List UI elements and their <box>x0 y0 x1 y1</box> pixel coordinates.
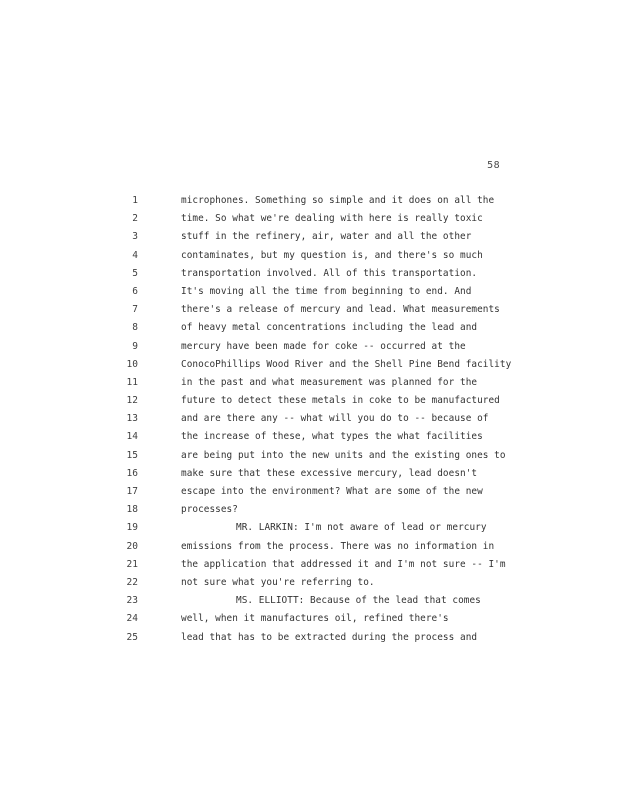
line-text: future to detect these metals in coke to be manufactured <box>181 395 500 407</box>
line-number: 11 <box>126 376 138 388</box>
transcript-line <box>0 303 619 321</box>
line-text: ConocoPhillips Wood River and the Shell Pine Bend facility <box>181 358 512 370</box>
line-number: 8 <box>132 322 138 334</box>
line-number: 23 <box>126 595 138 607</box>
line-number: 7 <box>132 304 138 316</box>
transcript-line <box>0 230 619 248</box>
line-text: MS. ELLIOTT: Because of the lead that comes <box>236 595 481 607</box>
transcript-line <box>0 430 619 448</box>
transcript-line <box>0 212 619 230</box>
transcript-line <box>0 576 619 594</box>
transcript-line <box>0 412 619 430</box>
line-text: mercury have been made for coke -- occurred at the <box>181 340 466 352</box>
line-number: 1 <box>132 195 138 206</box>
line-number: 9 <box>132 340 138 352</box>
line-text: processes? <box>181 504 238 516</box>
line-text: contaminates, but my question is, and there's so much <box>181 249 483 261</box>
line-text: time. So what we're dealing with here is really toxic <box>181 213 483 225</box>
line-number: 4 <box>132 249 138 261</box>
transcript-line <box>0 558 619 576</box>
line-number: 3 <box>132 231 138 243</box>
line-text: of heavy metal concentrations including the lead and <box>181 322 478 334</box>
transcript-line <box>0 394 619 412</box>
line-text: the application that addressed it and I'm not sure -- I'm <box>181 558 506 570</box>
transcript-line <box>0 285 619 303</box>
line-text: microphones. Something so simple and it does on all the <box>181 195 495 206</box>
transcript-line <box>0 449 619 467</box>
line-text: MR. LARKIN: I'm not aware of lead or mercury <box>236 522 487 534</box>
line-text: well, when it manufactures oil, refined there's <box>181 613 449 625</box>
line-text: transportation involved. All of this transportation. <box>181 267 478 279</box>
line-number: 18 <box>126 504 138 516</box>
line-number: 13 <box>126 413 138 425</box>
line-text: and are there any -- what will you do to -- because of <box>181 413 489 425</box>
transcript-line <box>0 321 619 339</box>
line-text: in the past and what measurement was planned for the <box>181 376 478 388</box>
line-number: 21 <box>126 558 138 570</box>
transcript-line <box>0 503 619 521</box>
line-number: 17 <box>126 486 138 497</box>
transcript-line <box>0 521 619 539</box>
page-number: 58 <box>487 160 500 171</box>
transcript-line <box>0 267 619 285</box>
line-text: make sure that these excessive mercury, lead doesn't <box>181 467 478 479</box>
line-number: 24 <box>126 613 138 625</box>
line-text: not sure what you're referring to. <box>181 576 375 588</box>
transcript-line <box>0 376 619 394</box>
line-text: there's a release of mercury and lead. What measurements <box>181 304 500 316</box>
transcript-line <box>0 249 619 267</box>
transcript-line <box>0 594 619 612</box>
transcript-line <box>0 631 619 649</box>
line-number: 15 <box>126 449 138 461</box>
line-text: lead that has to be extracted during the process and <box>181 631 478 643</box>
line-number: 10 <box>126 358 138 370</box>
transcript-line <box>0 358 619 376</box>
transcript-line <box>0 467 619 485</box>
line-number: 22 <box>126 576 138 588</box>
line-number: 14 <box>126 431 138 443</box>
line-number: 16 <box>126 467 138 479</box>
transcript-line <box>0 540 619 558</box>
line-number: 19 <box>126 522 138 534</box>
transcript-line <box>0 485 619 503</box>
line-text: the increase of these, what types the what facilities <box>181 431 483 443</box>
line-text: are being put into the new units and the existing ones to <box>181 449 506 461</box>
line-text: emissions from the process. There was no information in <box>181 540 495 552</box>
transcript-line <box>0 612 619 630</box>
line-number: 20 <box>126 540 138 552</box>
transcript-line <box>0 340 619 358</box>
line-text: It's moving all the time from beginning to end. And <box>181 285 472 297</box>
line-number: 6 <box>132 285 138 297</box>
line-number: 25 <box>126 631 138 643</box>
line-text: escape into the environment? What are some of the new <box>181 486 483 497</box>
line-number: 2 <box>132 213 138 225</box>
line-number: 12 <box>126 395 138 407</box>
transcript-lines <box>0 194 619 649</box>
line-number: 5 <box>132 267 138 279</box>
line-text: stuff in the refinery, air, water and all the other <box>181 231 472 243</box>
transcript-line <box>0 194 619 212</box>
